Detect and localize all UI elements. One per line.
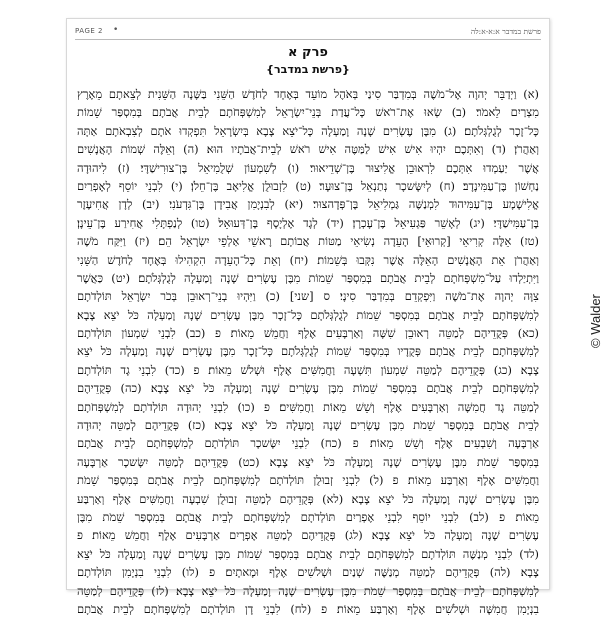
text-line: בִנְיָמִן חֲמִשָּׁה וּשְׁלֹשִׁים אֶלֶף וְאַרְבַּע מֵאוֹת׃ פ (לח) לִבְנֵי דָן תּוֹלְדֹתָם לְמִשְׁפְּחֹתָם לְבֵית אֲבֹתָם [77, 601, 539, 616]
text-line: (כא) פְּקֻדֵיהֶם לְמַטֵּה רְאוּבֵן שִׁשָּׁה וְאַרְבָּעִים אֶלֶף וַחֲמֵשׁ מֵאוֹת׃ פ (כב) לִבְנֵי שִׁמְעוֹן תּוֹלְדֹתָם [77, 326, 539, 341]
text-line: צִוָּה יְהוָה אֶת־מֹשֶׁה וַיִּפְקְדֵם בְּמִדְבַּר סִינָי׃ ס [שני] (כ) וַיִּהְיוּ בְנֵי־רְאוּבֵן בְּכֹר יִשְׂרָאֵל תּוֹלְדֹתָם [77, 289, 539, 304]
text-line: מֵאוֹת׃ פ (לב) לִבְנֵי יוֹסֵף לִבְנֵי אֶפְרַיִם תּוֹלְדֹתָם לְמִשְׁפְּחֹתָם לְבֵית אֲבֹתָם בְּמִסְפַּר שֵׁמֹת מִבֶּן [77, 509, 539, 524]
text-line: (לד) לִבְנֵי מְנַשֶּׁה תּוֹלְדֹתָם לְמִשְׁפְּחֹתָם לְבֵית אֲבֹתָם בְּמִסְפַּר שֵׁמוֹת מִבֶּן עֶשְׂרִים שָׁנָה וָמַעְלָה כֹּל יֹצֵא [77, 546, 539, 561]
text-line: לְמִשְׁפְּחֹתָם לְבֵית אֲבֹתָם בְּמִסְפַּר שֵׁמֹת מִבֶּן עֶשְׂרִים שָׁנָה וָמַעְלָה כֹּל יֹצֵא צָבָא׃ (לז) פְּקֻדֵיהֶם לְמַטֵּה [77, 583, 539, 598]
text-line: בֶּן־עַמִּישַׁדָּי׃ (יג) לְאָשֵׁר פַּגְעִיאֵל בֶּן־עָכְרָן׃ (יד) לְגָד אֶלְיָסָף בֶּן־דְּעוּאֵל׃ (טו) לְנַפְתָּלִי אֲחִירַע בֶּן־עֵינָן׃ [77, 215, 539, 230]
text-line: (א) וַיְדַבֵּר יְהוָה אֶל־מֹשֶׁה בְּמִדְבַּר סִינַי בְּאֹהֶל מוֹעֵד בְּאֶחָד לַחֹדֶשׁ הַשֵּׁנִי בַּשָּׁנָה הַשֵּׁנִית לְצֵאתָם מֵאֶרֶץ [77, 87, 539, 101]
text-line: עֶשְׂרִים שָׁנָה וָמַעְלָה כֹּל יֹצֵא צָבָא׃ (לג) פְּקֻדֵיהֶם לְמַטֵּה אֶפְרָיִם אַרְבָּעִים אֶלֶף וַחֲמֵשׁ מֵאוֹת׃ פ [77, 528, 539, 543]
text-line: לְמִשְׁפְּחֹתָם לְבֵית אֲבֹתָם בְּמִסְפַּר שֵׁמוֹת לְגֻלְגְּלֹתָם כָּל־זָכָר מִבֶּן עֶשְׂרִים שָׁנָה וָמַעְלָה כֹּל יֹצֵא צָבָא׃ [77, 307, 539, 322]
text-line: וַיִּתְיַלְדוּ עַל־מִשְׁפְּחֹתָם לְבֵית אֲבֹתָם בְּמִסְפַּר שֵׁמוֹת מִבֶּן עֶשְׂרִים שָׁנָה וָמַעְלָה לְגֻלְגְּלֹתָם׃ (יט) כַּאֲשֶׁר [77, 270, 539, 285]
text-line: לְמִשְׁפְּחֹתָם לְבֵית אֲבֹתָם בְּמִסְפַּר שֵׁמוֹת מִבֶּן עֶשְׂרִים שָׁנָה וָמַעְלָה כֹּל יֹצֵא צָבָא׃ (כה) פְּקֻדֵיהֶם [77, 381, 539, 396]
document-page [66, 18, 550, 616]
parsha-title: {פרשת במדבר} [266, 63, 350, 76]
text-line: צָבָא׃ (לה) פְּקֻדֵיהֶם לְמַטֵּה מְנַשֶּׁה שְׁנַיִם וּשְׁלֹשִׁים אֶלֶף וּמָאתָיִם׃ פ (לו) לִבְנֵי בִנְיָמִן תּוֹלְדֹתָם [77, 565, 539, 580]
text-line: לְמַטֵּה גָד חֲמִשָּׁה וְאַרְבָּעִים אֶלֶף וְשֵׁשׁ מֵאוֹת וַחֲמִשִּׁים׃ פ (כו) לִבְנֵי יְהוּדָה תּוֹלְדֹתָם לְמִשְׁפְּחֹתָם [77, 399, 539, 414]
parsha-header: פרשת במדבר א:א-א:לה [470, 27, 541, 36]
text-line: כָּל־זָכָר לְגֻלְגְּלֹתָם׃ (ג) מִבֶּן עֶשְׂרִים שָׁנָה וָמַעְלָה כָּל־יֹצֵא צָבָא בְּיִשְׂרָאֵל תִּפְקְדוּ אֹתָם לְצִבְאֹתָם אַתָּה [77, 123, 539, 138]
watermark-text: © Walder [588, 294, 603, 348]
text-line: אֱלִישָׁמָע בֶּן־עַמִּיהוּד לִמְנַשֶּׁה גַּמְלִיאֵל בֶּן־פְּדָהצוּר׃ (יא) לְבִנְיָמִן אֲבִידָן בֶּן־גִּדְעֹנִי׃ (יב) לְדָן אֲחִיעֶזֶר [77, 197, 539, 212]
text-line: לְבֵית אֲבֹתָם בְּמִסְפַּר שֵׁמֹת מִבֶּן עֶשְׂרִים שָׁנָה וָמַעְלָה כֹּל יֹצֵא צָבָא׃ (כז) פְּקֻדֵיהֶם לְמַטֵּה יְהוּדָה [77, 418, 539, 433]
text-line: מִצְרַיִם לֵאמֹר׃ (ב) שְׂאוּ אֶת־רֹאשׁ כָּל־עֲדַת בְּנֵי־יִשְׂרָאֵל לְמִשְׁפְּחֹתָם לְבֵית אֲבֹתָם בְּמִסְפַּר שֵׁמוֹת [77, 105, 539, 120]
text-line: צָבָא׃ (כג) פְּקֻדֵיהֶם לְמַטֵּה שִׁמְעוֹן תִּשְׁעָה וַחֲמִשִּׁים אֶלֶף וּשְׁלֹשׁ מֵאוֹת׃ פ (כד) לִבְנֵי גָד תּוֹלְדֹתָם [77, 362, 539, 377]
page-label: PAGE 2 [75, 27, 103, 35]
scripture-text [77, 85, 539, 618]
running-header [75, 25, 541, 40]
text-line: מִבֶּן עֶשְׂרִים שָׁנָה וָמַעְלָה כֹּל יֹצֵא צָבָא׃ (לא) פְּקֻדֵיהֶם לְמַטֵּה זְבוּלֻן שִׁבְעָה וַחֲמִשִּׁים אֶלֶף וְאַרְבַּע [77, 491, 539, 506]
chapter-title: פרק א [288, 45, 328, 60]
text-line: אֲשֶׁר יַעַמְדוּ אִתְּכֶם לִרְאוּבֵן אֱלִיצוּר בֶּן־שְׁדֵיאוּר׃ (ו) לְשִׁמְעוֹן שְׁלֻמִיאֵל בֶּן־צוּרִישַׁדָּי׃ (ז) לִיהוּדָה [77, 160, 539, 175]
text-line: וְאַהֲרֹן׃ (ד) וְאִתְּכֶם יִהְיוּ אִישׁ אִישׁ לַמַּטֶּה אִישׁ רֹאשׁ לְבֵית־אֲבֹתָיו הוּא׃ (ה) וְאֵלֶּה שְׁמוֹת הָאֲנָשִׁים [77, 142, 539, 157]
text-line: לְמִשְׁפְּחֹתָם לְבֵית אֲבֹתָם פְּקֻדָיו בְּמִסְפַּר שֵׁמוֹת לְגֻלְגְּלֹתָם כָּל־זָכָר מִבֶּן עֶשְׂרִים שָׁנָה וָמַעְלָה כֹּל יֹצֵא [77, 344, 539, 359]
text-line: בְּמִסְפַּר שֵׁמֹת מִבֶּן עֶשְׂרִים שָׁנָה וָמַעְלָה כֹּל יֹצֵא צָבָא׃ (כט) פְּקֻדֵיהֶם לְמַטֵּה יִשָּׂשכָר אַרְבָּעָה [77, 454, 539, 469]
text-line: (טז) אֵלֶּה קְרִיאֵי [קְרוּאֵי] הָעֵדָה נְשִׂיאֵי מַטּוֹת אֲבוֹתָם רָאשֵׁי אַלְפֵי יִשְׂרָאֵל הֵם׃ (יז) וַיִּקַּח מֹשֶׁה [77, 234, 539, 249]
text-line: נַחְשׁוֹן בֶּן־עַמִּינָדָב׃ (ח) לְיִשָּׂשכָר נְתַנְאֵל בֶּן־צוּעָר׃ (ט) לִזְבוּלֻן אֱלִיאָב בֶּן־חֵלֹן׃ (י) לִבְנֵי יוֹסֵף לְאֶפְרַיִם [77, 178, 539, 193]
text-line: וְאַהֲרֹן אֵת הָאֲנָשִׁים הָאֵלֶּה אֲשֶׁר נִקְּבוּ בְּשֵׁמוֹת׃ (יח) וְאֵת כָּל־הָעֵדָה הִקְהִילוּ בְּאֶחָד לַחֹדֶשׁ הַשֵּׁנִי [77, 252, 539, 267]
text-line: וַחֲמִשִּׁים אֶלֶף וְאַרְבַּע מֵאוֹת׃ פ (ל) לִבְנֵי זְבוּלֻן תּוֹלְדֹתָם לְמִשְׁפְּחֹתָם לְבֵית אֲבֹתָם בְּמִסְפַּר שֵׁמֹת [77, 473, 539, 488]
copyright-watermark [572, 268, 603, 348]
text-line: אַרְבָּעָה וְשִׁבְעִים אֶלֶף וְשֵׁשׁ מֵאוֹת׃ פ (כח) לִבְנֵי יִשָּׂשכָר תּוֹלְדֹתָם לְמִשְׁפְּחֹתָם לְבֵית אֲבֹתָם [77, 436, 539, 451]
bullet-icon: • [113, 25, 119, 35]
